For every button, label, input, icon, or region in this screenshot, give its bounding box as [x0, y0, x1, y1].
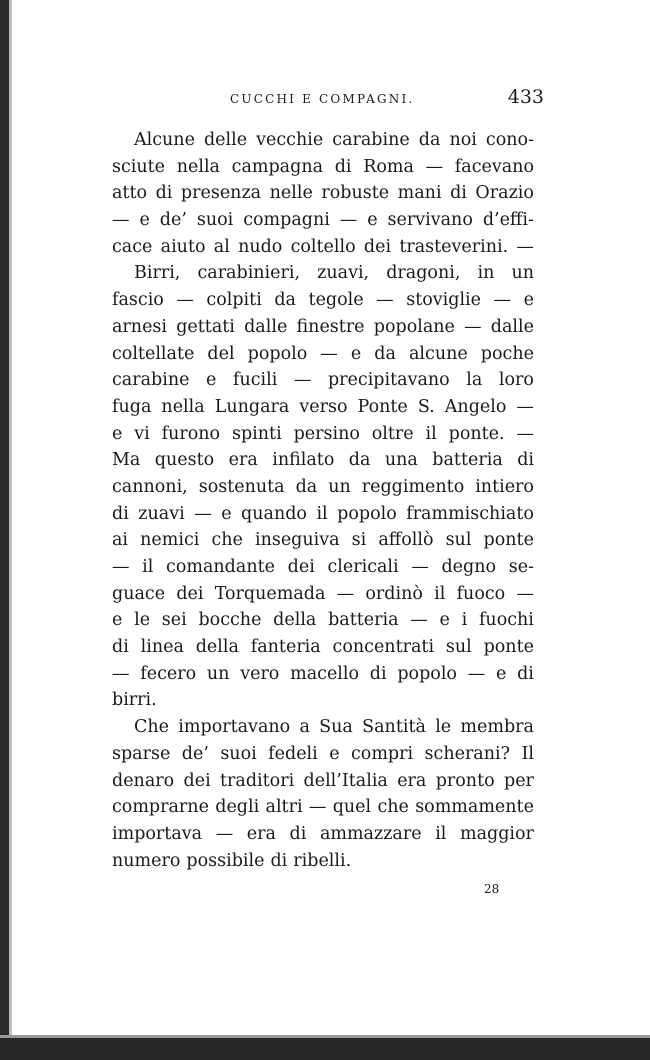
text-line: [112, 180, 534, 207]
word: degli: [215, 797, 260, 818]
word: e: [112, 423, 123, 444]
word: dei: [176, 583, 204, 604]
word: reggimento: [361, 476, 465, 497]
word: di: [270, 850, 288, 871]
word: da: [295, 476, 318, 497]
word: da: [374, 343, 396, 364]
word: dalle: [244, 316, 288, 337]
word: robuste: [321, 183, 390, 204]
word: quel: [332, 797, 372, 818]
word: gettati: [176, 316, 235, 337]
word: un: [206, 663, 230, 684]
word: da: [348, 450, 371, 471]
word: in: [477, 263, 495, 284]
word: fecero: [140, 663, 197, 684]
word: —: [336, 583, 355, 604]
word: ponte: [483, 637, 534, 658]
word: sparse: [112, 743, 171, 764]
word: se-: [508, 557, 534, 577]
word: fuoco: [456, 583, 506, 604]
word: quando: [241, 503, 307, 524]
word: della: [273, 610, 317, 631]
word: degno: [441, 557, 497, 577]
word: possibile: [186, 850, 265, 871]
word: —: [293, 370, 312, 391]
word: suoi: [220, 743, 257, 764]
text-line: [112, 687, 534, 714]
page-binding-edge: [0, 0, 9, 1060]
word: la: [466, 370, 483, 391]
word: dei: [183, 770, 211, 791]
word: il: [434, 583, 446, 604]
word: e: [112, 610, 123, 631]
word: Roma: [363, 156, 414, 177]
body-text: [112, 127, 534, 874]
word: frammischiato: [406, 503, 534, 524]
text-line: [112, 501, 534, 528]
word: linea: [140, 637, 184, 658]
word: da: [418, 130, 441, 150]
word: sostenuta: [198, 476, 285, 497]
word: de’: [181, 743, 209, 764]
word: servivano: [387, 210, 473, 231]
word: dragoni,: [386, 263, 461, 284]
word: dei: [363, 236, 392, 257]
word: Ma: [112, 450, 141, 471]
word: era: [228, 450, 258, 471]
text-line: [112, 154, 534, 181]
word: tegole: [308, 290, 364, 311]
word: stoviglie: [406, 290, 482, 311]
word: pronto: [435, 770, 495, 791]
word: Che: [134, 717, 170, 738]
text-line: [112, 714, 534, 741]
word: —: [215, 823, 234, 844]
word: che: [211, 530, 243, 551]
word: persino: [293, 423, 360, 444]
word: mani: [397, 183, 442, 204]
word: una: [384, 450, 418, 471]
word: ai: [112, 530, 129, 551]
word: membra: [460, 717, 534, 738]
word: affollò: [378, 530, 434, 551]
text-line: [112, 207, 534, 234]
text-line: [112, 741, 534, 768]
word: era: [397, 770, 427, 791]
word: —: [320, 343, 338, 364]
word: Sua: [319, 717, 353, 738]
word: un: [511, 263, 534, 284]
word: macello: [290, 663, 360, 684]
word: al: [213, 236, 230, 257]
word: d’effi-: [482, 210, 534, 231]
word: nemici: [140, 530, 200, 551]
text-line: [112, 421, 534, 448]
word: presenza: [180, 183, 262, 204]
word: cace: [112, 236, 153, 257]
text-line: [112, 581, 534, 608]
word: per: [504, 770, 534, 791]
word: spinti: [231, 423, 282, 444]
text-line: [112, 527, 534, 554]
word: Ponte: [357, 396, 408, 417]
word: alcune: [408, 343, 468, 364]
word: precipitavano: [327, 370, 450, 391]
word: nudo: [238, 236, 283, 257]
word: popolo: [337, 503, 397, 524]
word: di: [334, 156, 352, 177]
word: di: [517, 663, 534, 684]
word: di: [112, 637, 129, 658]
word: bocche: [198, 610, 262, 631]
word: denaro: [112, 770, 175, 791]
word: era: [246, 823, 276, 844]
text-line: [112, 127, 534, 154]
word: sommamente: [415, 797, 534, 818]
text-line: [112, 661, 534, 688]
word: questo: [154, 450, 215, 471]
word: vero: [240, 663, 280, 684]
word: oltre: [371, 423, 414, 444]
word: batteria: [432, 450, 503, 471]
word: clericali: [327, 557, 399, 577]
word: infilato: [272, 450, 335, 471]
word: e: [367, 210, 378, 231]
word: popolane: [373, 316, 455, 337]
word: —: [376, 290, 394, 311]
word: il: [316, 503, 328, 524]
word: —: [194, 503, 212, 524]
text-line: [112, 554, 534, 581]
word: a: [299, 717, 310, 738]
word: —: [411, 557, 429, 577]
word: inseguiva: [254, 530, 340, 551]
word: furono: [161, 423, 221, 444]
word: nella: [176, 156, 220, 177]
text-line: [112, 234, 534, 261]
word: Santità: [362, 717, 426, 738]
page-binding-shadow: [9, 0, 12, 1060]
word: di: [112, 503, 129, 524]
word: popolo: [397, 663, 457, 684]
word: ribelli.: [293, 850, 352, 871]
text-line: [112, 260, 534, 287]
word: di: [369, 663, 387, 684]
word: i: [461, 610, 468, 631]
word: di: [517, 450, 534, 471]
word: —: [493, 290, 512, 311]
word: Torquemada: [214, 583, 326, 604]
page-bottom-edge: [0, 1038, 650, 1060]
word: —: [308, 797, 327, 818]
word: coltello: [290, 236, 356, 257]
word: importavano: [178, 717, 291, 738]
word: del: [207, 343, 235, 364]
word: —: [112, 557, 130, 577]
word: traditori: [220, 770, 295, 791]
word: de’: [159, 210, 187, 231]
word: fucili: [232, 370, 278, 391]
word: intiero: [475, 476, 534, 497]
word: sul: [445, 637, 472, 658]
word: Angelo: [444, 396, 507, 417]
word: ponte: [483, 530, 534, 551]
word: sei: [161, 610, 187, 631]
word: trasteverini.: [399, 236, 509, 257]
word: batteria: [328, 610, 399, 631]
word: fuochi: [478, 610, 534, 631]
word: coltellate: [112, 343, 195, 364]
text-line: [112, 634, 534, 661]
word: nella: [161, 396, 205, 417]
word: le: [134, 610, 151, 631]
word: facevano: [454, 156, 534, 177]
word: zuavi,: [317, 263, 370, 284]
word: di: [155, 183, 173, 204]
word: le: [435, 717, 452, 738]
word: Il: [521, 743, 534, 764]
word: aiuto: [160, 236, 206, 257]
text-line: [112, 367, 534, 394]
word: zuavi: [138, 503, 185, 524]
word: dalle: [490, 316, 534, 337]
word: Orazio: [475, 183, 534, 204]
word: maggior: [459, 823, 534, 844]
word: Lungara: [214, 396, 290, 417]
word: —: [425, 156, 444, 177]
word: cannoni,: [112, 476, 188, 497]
text-line: [112, 474, 534, 501]
running-title: CUCCHI E COMPAGNI.: [230, 92, 415, 106]
word: sul: [445, 530, 472, 551]
word: da: [274, 290, 296, 311]
word: vecchie: [256, 130, 324, 150]
word: carabinieri,: [197, 263, 301, 284]
word: fedeli: [268, 743, 318, 764]
word: e: [350, 343, 362, 364]
word: di: [289, 823, 307, 844]
text-line: [112, 341, 534, 368]
word: e: [439, 610, 450, 631]
word: numero: [112, 850, 181, 871]
word: —: [176, 290, 194, 311]
word: —: [112, 663, 130, 684]
word: —: [516, 396, 534, 417]
word: Birri,: [134, 263, 181, 284]
word: —: [516, 236, 534, 257]
word: un: [328, 476, 351, 497]
word: ponte.: [448, 423, 505, 444]
word: vi: [134, 423, 150, 444]
signature-mark: 28: [484, 882, 500, 896]
word: guace: [112, 583, 166, 604]
word: comprarne: [112, 797, 209, 818]
word: il: [435, 823, 447, 844]
word: birri.: [112, 690, 157, 711]
word: fuga: [112, 396, 152, 417]
word: finestre: [296, 316, 365, 337]
word: —: [112, 210, 130, 231]
text-line: [112, 447, 534, 474]
word: suoi: [196, 210, 234, 231]
word: —: [516, 423, 534, 444]
word: il: [425, 423, 437, 444]
word: e: [139, 210, 150, 231]
word: e: [523, 290, 534, 311]
word: arnesi: [112, 316, 168, 337]
word: loro: [498, 370, 534, 391]
word: Alcune: [134, 130, 195, 150]
word: e: [495, 663, 507, 684]
word: poche: [480, 343, 534, 364]
word: altri: [265, 797, 303, 818]
word: fascio: [112, 290, 164, 311]
word: e: [206, 370, 217, 391]
word: —: [467, 663, 486, 684]
word: nelle: [269, 183, 313, 204]
word: concentrati: [332, 637, 435, 658]
text-line: [112, 821, 534, 848]
word: cono-: [485, 130, 534, 150]
word: e: [329, 743, 340, 764]
word: scherani?: [424, 743, 510, 764]
word: noi: [449, 130, 477, 150]
text-line: [112, 314, 534, 341]
word: campagna: [231, 156, 324, 177]
word: fanteria: [250, 637, 321, 658]
text-line: [112, 287, 534, 314]
word: importava: [112, 823, 203, 844]
text-line: [112, 794, 534, 821]
page-header: [112, 84, 544, 114]
word: verso: [299, 396, 348, 417]
word: carabine: [112, 370, 190, 391]
word: —: [339, 210, 358, 231]
word: colpiti: [206, 290, 262, 311]
word: e: [221, 503, 232, 524]
word: popolo: [247, 343, 308, 364]
page-number: 433: [507, 86, 544, 108]
word: il: [142, 557, 154, 577]
word: compagni: [243, 210, 330, 231]
word: —: [410, 610, 428, 631]
word: sciute: [112, 156, 166, 177]
word: ammazzare: [319, 823, 422, 844]
word: —: [464, 316, 482, 337]
word: S.: [417, 396, 435, 417]
word: si: [351, 530, 367, 551]
word: carabine: [332, 130, 410, 150]
word: —: [516, 583, 534, 604]
word: dell’Italia: [303, 770, 388, 791]
word: ordinò: [365, 583, 423, 604]
text-line: [112, 848, 534, 875]
word: comandante: [166, 557, 275, 577]
word: compri: [350, 743, 414, 764]
word: della: [195, 637, 239, 658]
text-line: [112, 768, 534, 795]
word: di: [450, 183, 467, 204]
word: delle: [203, 130, 248, 150]
word: atto: [112, 183, 148, 204]
text-line: [112, 394, 534, 421]
word: che: [377, 797, 409, 818]
word: dei: [287, 557, 315, 577]
text-line: [112, 607, 534, 634]
